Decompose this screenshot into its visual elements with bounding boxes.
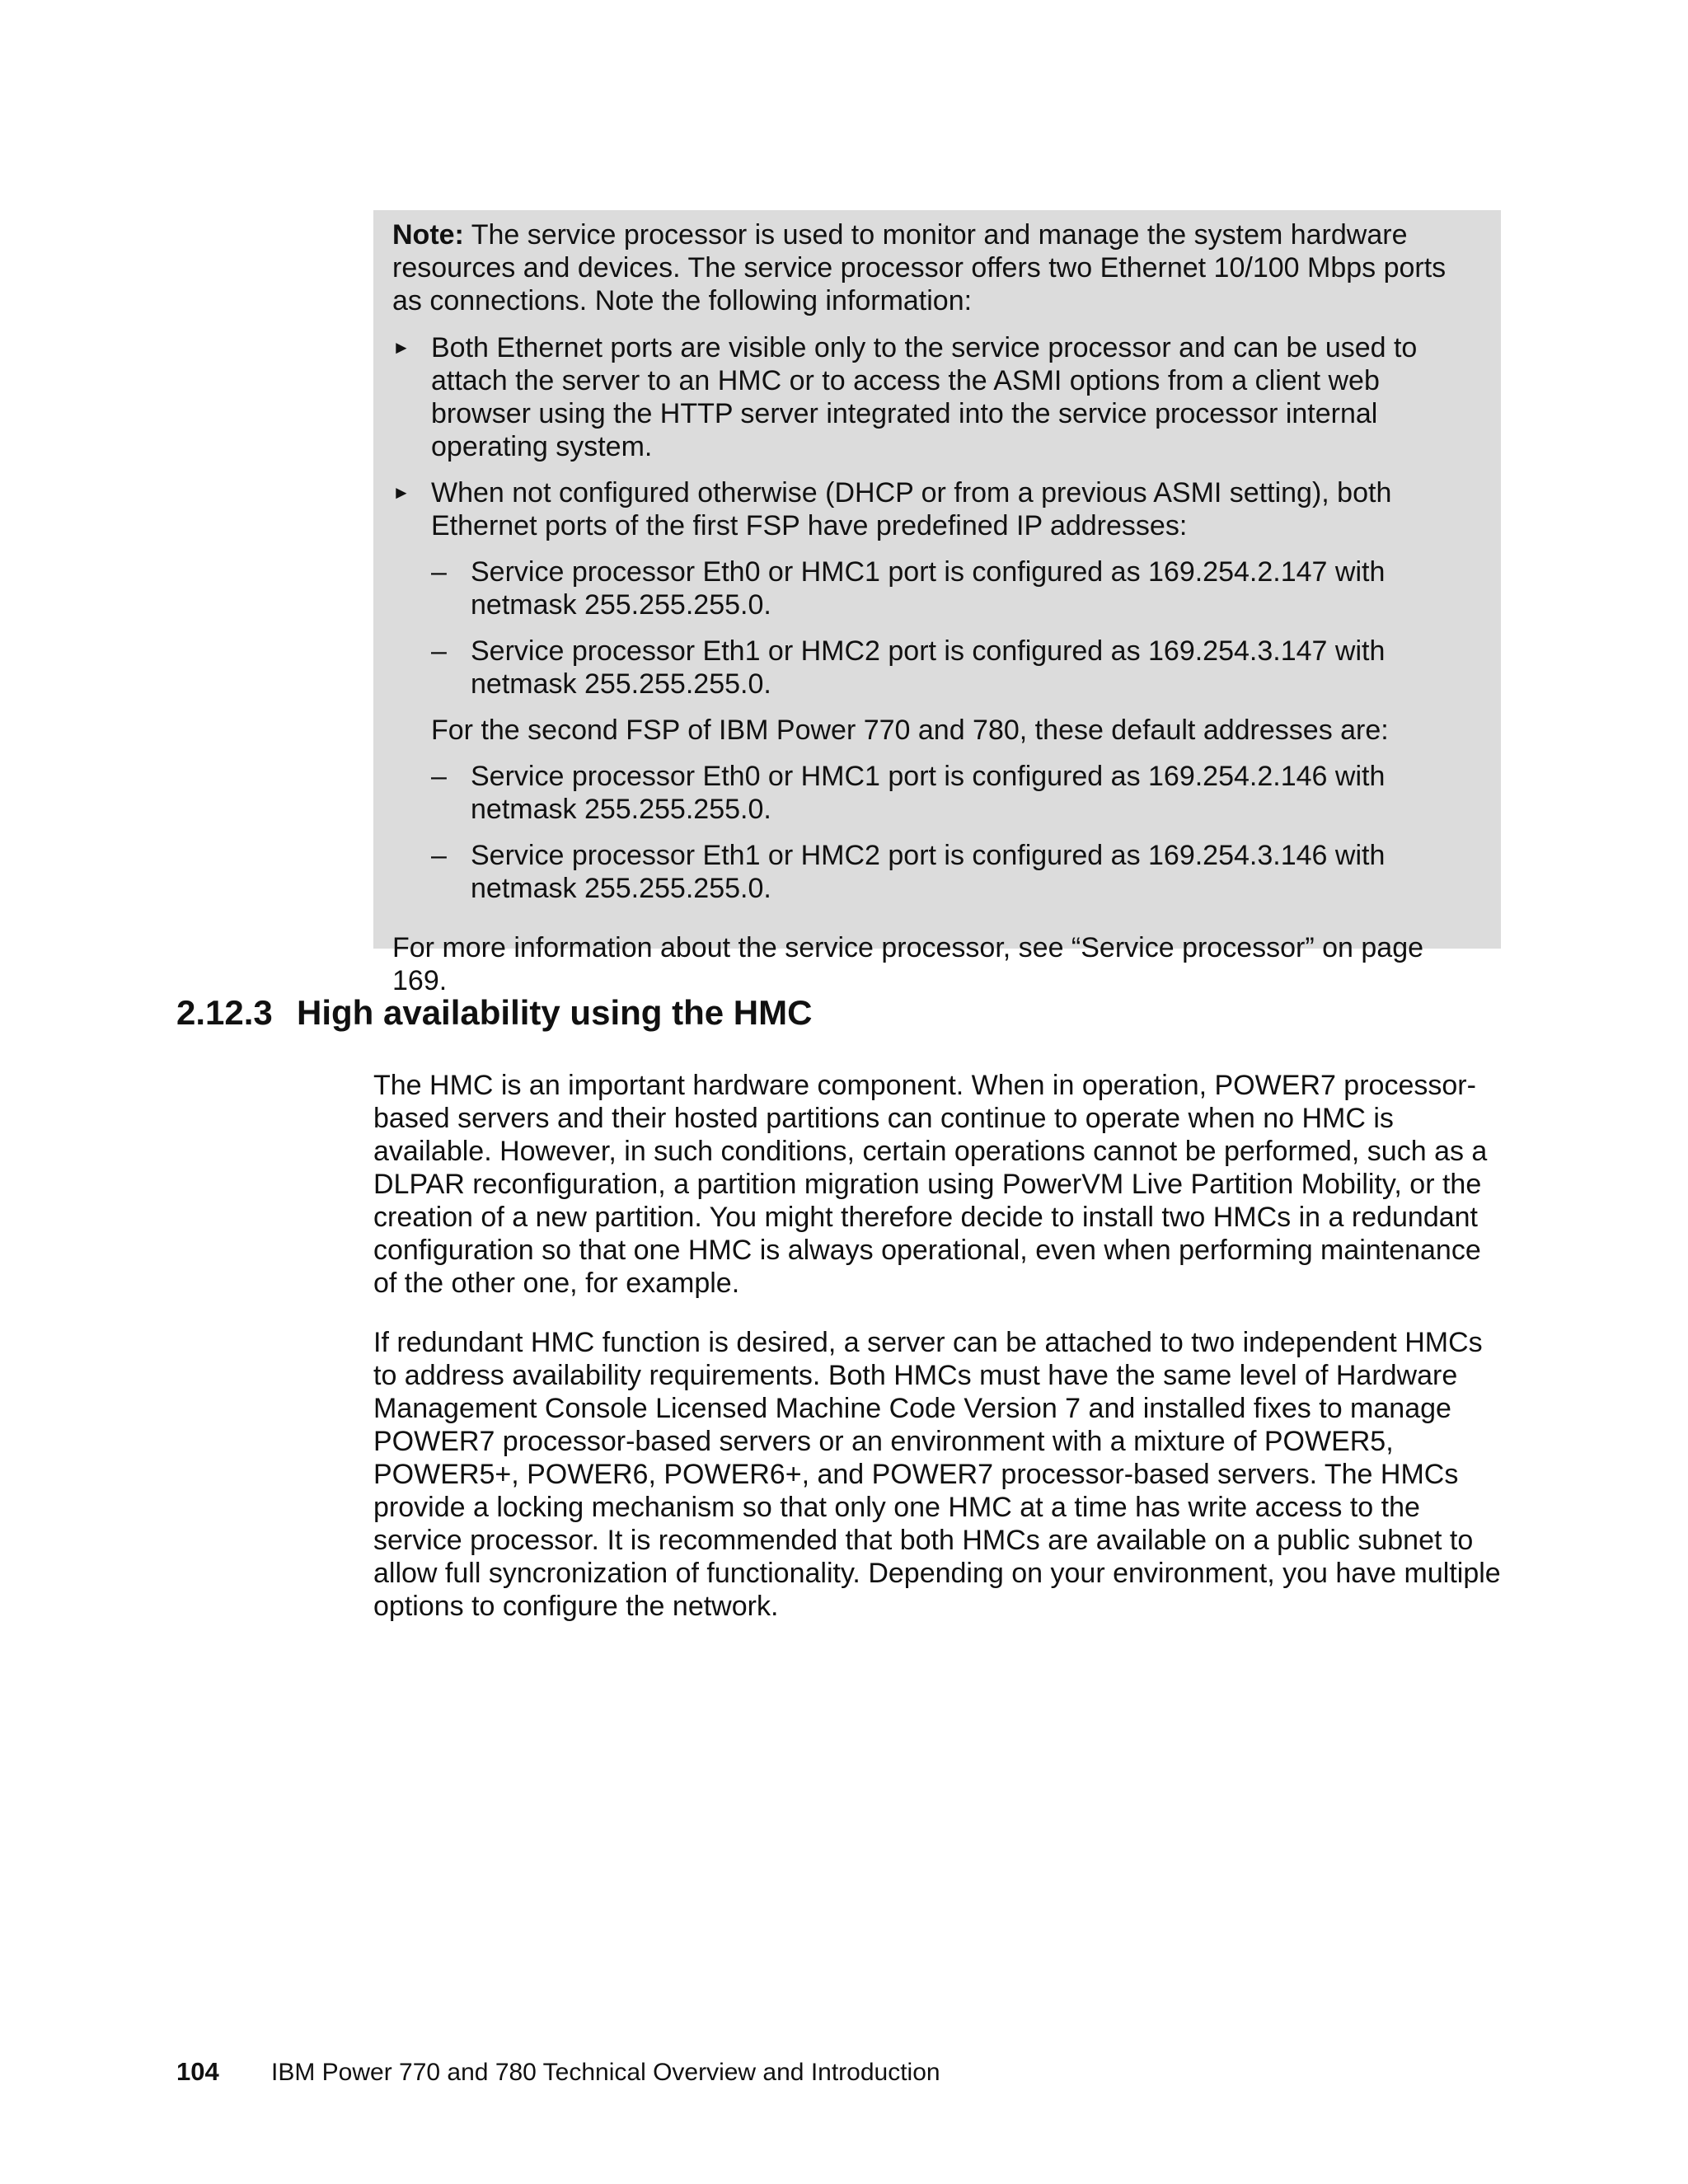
triangle-bullet-icon: ► bbox=[392, 482, 410, 503]
body-paragraph: The HMC is an important hardware component. When in operation, POWER7 processor-based servers and their hosted partitions can continue to operate when no HMC is available. However, in such conditions, certain operations cannot be performed, such as a DLPAR reconfiguration, a partition migration using PowerVM Live Partition Mobility, or the creation of a new partition. You might therefore decide to install two HMCs in a redundant configuration so that one HMC is always operational, even when performing maintenance of the other one, for example. bbox=[373, 1070, 1488, 1299]
note-footer: For more information about the service processor, see “Service processor” on page 169. bbox=[392, 932, 1424, 996]
note-intro-text: The service processor is used to monitor and manage the system hardware resources and devices. The service processor offers two Ethernet 10/100 Mbps ports as connections. Note the following information: bbox=[392, 219, 1447, 316]
second-fsp-intro: For the second FSP of IBM Power 770 and 780, these default addresses are: bbox=[431, 715, 1389, 746]
dash-item-text: Service processor Eth1 or HMC2 port is configured as 169.254.3.147 with netmask 255.255.255.0. bbox=[471, 635, 1386, 700]
dash-item bbox=[392, 555, 1481, 621]
dash-marker: – bbox=[431, 761, 447, 792]
dash-item-text: Service processor Eth0 or HMC1 port is configured as 169.254.2.147 with netmask 255.255.255.0. bbox=[471, 556, 1386, 621]
section-body bbox=[373, 1069, 1503, 1649]
section-number: 2.12.3 bbox=[176, 993, 273, 1032]
note-bullet bbox=[392, 331, 1481, 463]
book-title: IBM Power 770 and 780 Technical Overview and Introduction bbox=[271, 2059, 940, 2086]
note-intro bbox=[392, 218, 1481, 317]
dash-marker: – bbox=[431, 840, 447, 871]
dash-item bbox=[392, 760, 1481, 826]
page-number: 104 bbox=[176, 2057, 219, 2086]
dash-marker: – bbox=[431, 556, 447, 588]
note-bullet bbox=[392, 476, 1481, 542]
dash-item bbox=[392, 839, 1481, 905]
dash-item-text: Service processor Eth0 or HMC1 port is configured as 169.254.2.146 with netmask 255.255.255.0. bbox=[471, 761, 1386, 825]
note-box bbox=[373, 210, 1501, 996]
dash-item bbox=[392, 635, 1481, 701]
triangle-bullet-icon: ► bbox=[392, 337, 410, 358]
bullet-text: Both Ethernet ports are visible only to the service processor and can be used to attach the server to an HMC or to access the ASMI options from a client web browser using the HTTP server integrated into the service processor internal operating system. bbox=[431, 332, 1418, 462]
body-paragraph: If redundant HMC function is desired, a server can be attached to two independent HMCs to address availability requirements. Both HMCs must have the same level of Hardware Management Console Licensed Machine Code Version 7 and installed fixes to manage POWER7 processor-based servers or an environment with a mixture of POWER5, POWER5+, POWER6, POWER6+, and POWER7 processor-based servers. The HMCs provide a locking mechanism so that only one HMC at a time has write access to the service processor. It is recommended that both HMCs are available on a public subnet to allow full syncronization of functionality. Depending on your environment, you have multiple options to configure the network. bbox=[373, 1327, 1501, 1622]
section-title: High availability using the HMC bbox=[297, 993, 813, 1032]
dash-item-text: Service processor Eth1 or HMC2 port is configured as 169.254.3.146 with netmask 255.255.255.0. bbox=[471, 840, 1386, 904]
page-footer bbox=[176, 2055, 940, 2089]
note-label: Note: bbox=[392, 219, 464, 251]
bullet-text: When not configured otherwise (DHCP or from a previous ASMI setting), both Ethernet ports of the first FSP have predefined IP addresses: bbox=[431, 477, 1392, 541]
section-heading bbox=[176, 991, 812, 1034]
dash-marker: – bbox=[431, 635, 447, 667]
